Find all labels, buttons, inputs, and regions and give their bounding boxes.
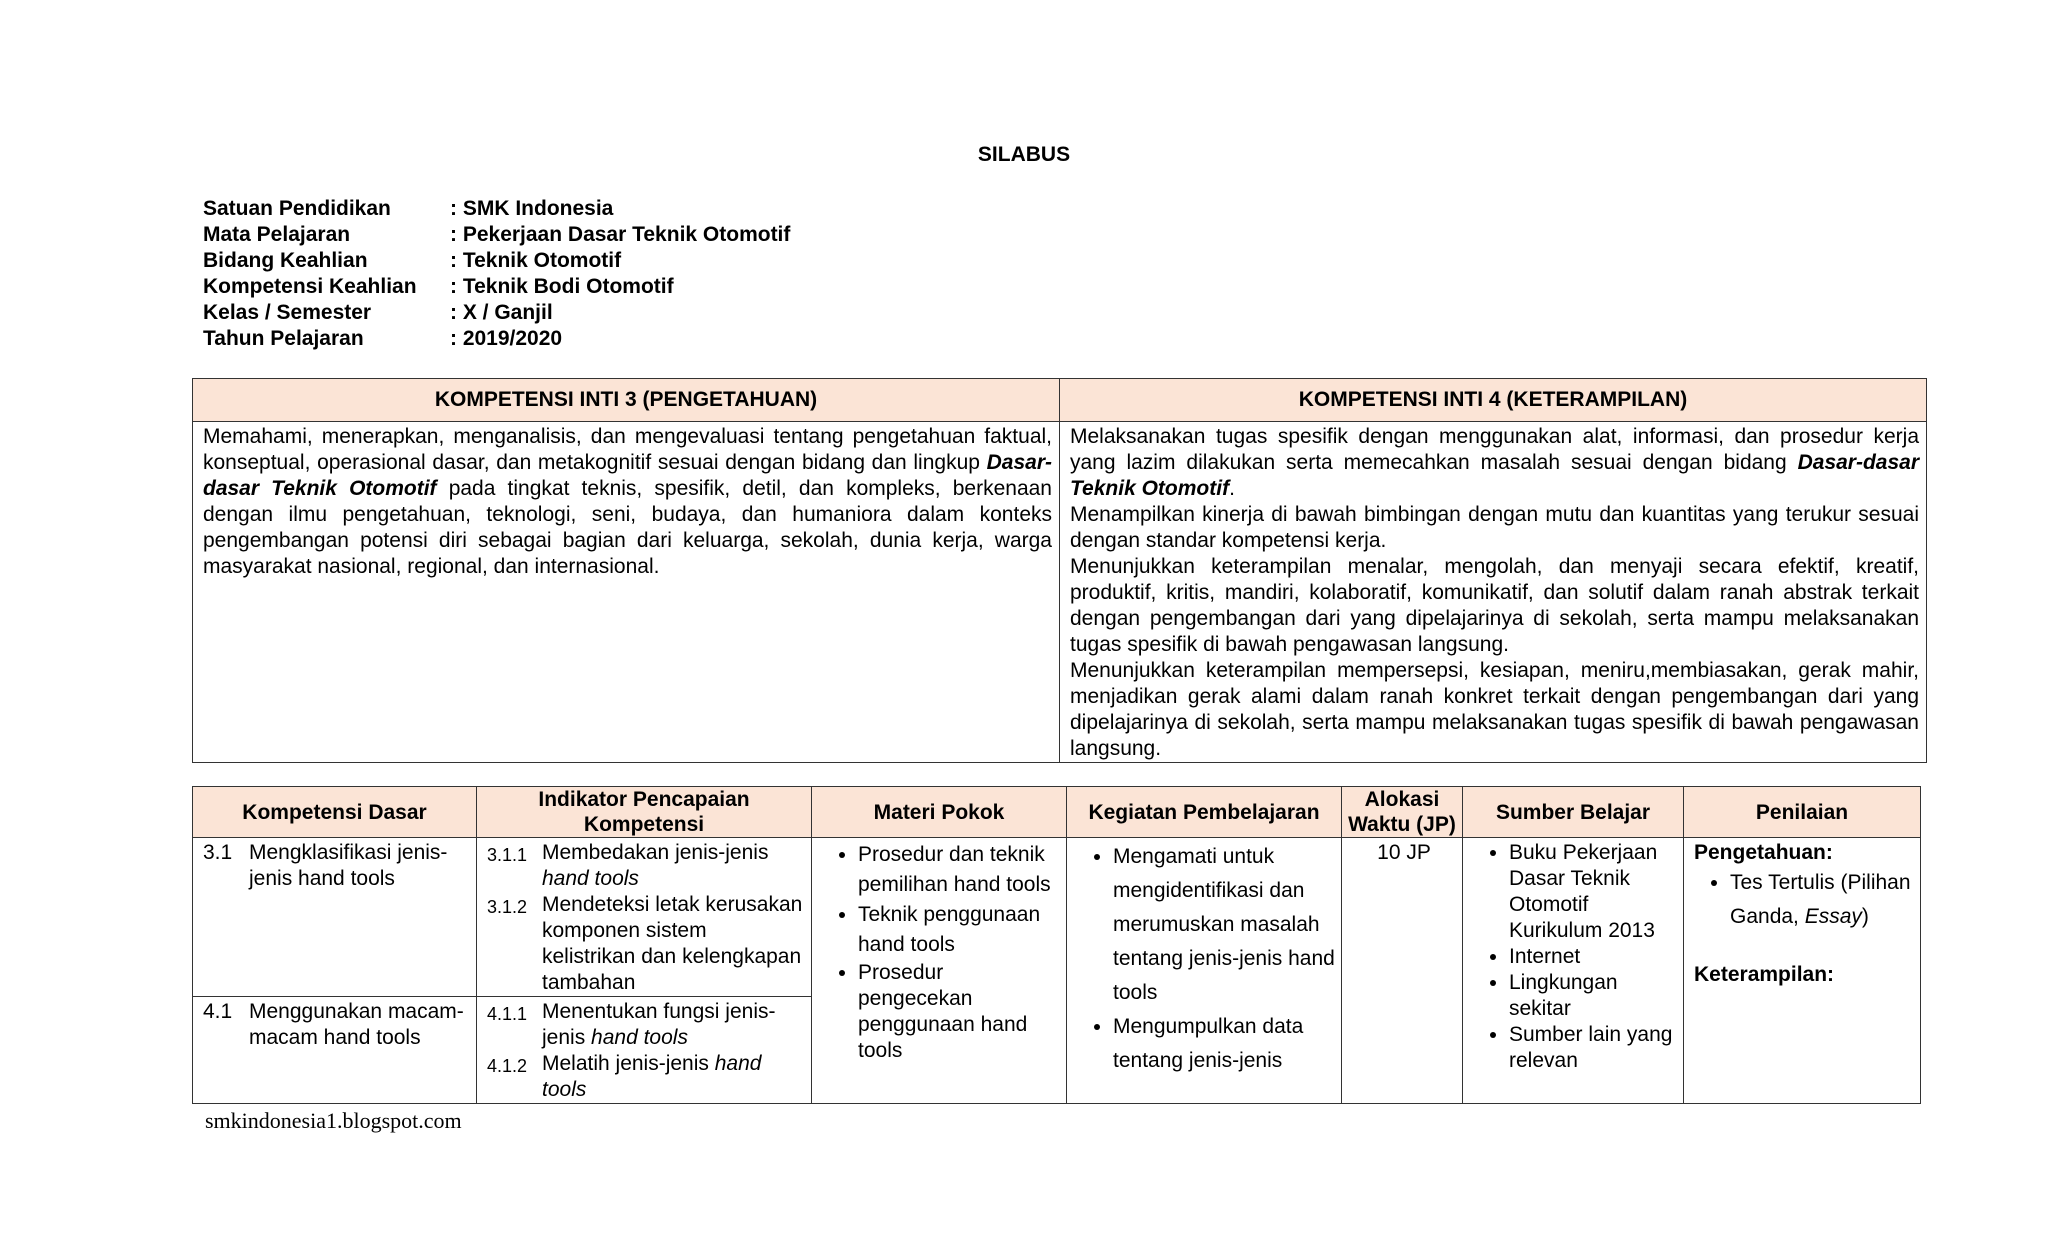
ind-number: 3.1.1	[487, 845, 528, 865]
info-value: : SMK Indonesia	[450, 197, 614, 220]
kompetensi-dasar-table	[192, 786, 1921, 1104]
ki4-emphasis: Dasar-dasar Teknik Otomotif	[1070, 451, 1919, 500]
kegiatan-header: Kegiatan Pembelajaran	[1067, 787, 1342, 838]
info-label: Kompetensi Keahlian	[203, 275, 417, 298]
info-row	[203, 196, 790, 222]
info-label: Satuan Pendidikan	[203, 197, 391, 220]
penilaian-cell	[1684, 838, 1921, 1104]
kegiatan-item: • Mengamati untuk mengidentifikasi dan merumuskan masalah tentang jenis-jenis hand tools	[1113, 840, 1335, 1010]
info-label: Tahun Pelajaran	[203, 327, 364, 350]
ind-text-italic: hand tools	[542, 867, 639, 890]
ind-text: Membedakan jenis-jenis	[542, 841, 769, 864]
info-row	[203, 300, 790, 326]
info-label: Bidang Keahlian	[203, 249, 368, 272]
ind-text-italic: hand tools	[542, 1052, 762, 1101]
ki4-header: KOMPETENSI INTI 4 (KETERAMPILAN)	[1060, 379, 1927, 422]
ki3-text: Memahami, menerapkan, menganalisis, dan mengevaluasi tentang pengetahuan faktual, konseptual, operasional dasar, dan metakognitif sesuai dengan bidang dan lingkup	[203, 425, 1052, 474]
ki3-text: pada tingkat teknis, spesifik, detil, dan kompleks, berkenaan dengan ilmu pengetahuan, teknologi, seni, budaya, dan humaniora dalam konteks pengembangan potensi diri sebagai bagian dari keluarga, sekolah, dunia kerja, warga masyarakat nasional, regional, dan internasional.	[203, 477, 1052, 578]
materi-item: • Prosedur pengecekan penggunaan hand tools	[858, 960, 1060, 1064]
ki4-cell	[1060, 422, 1927, 763]
kegiatan-cell	[1067, 838, 1342, 1104]
penilaian-text: Tes Tertulis (Pilihan Ganda,	[1730, 871, 1911, 928]
kegiatan-item: • Mengumpulkan data tentang jenis-jenis	[1113, 1010, 1335, 1078]
ki4-paragraph: Menampilkan kinerja di bawah bimbingan dengan mutu dan kuantitas yang terukur sesuai dengan standar kompetensi kerja.	[1070, 503, 1919, 552]
info-value: : Teknik Bodi Otomotif	[450, 275, 674, 298]
info-block	[203, 196, 790, 352]
materi-item: • Prosedur dan teknik pemilihan hand tools	[858, 840, 1060, 900]
kompetensi-inti-table	[192, 378, 1927, 763]
keterampilan-label: Keterampilan:	[1694, 963, 1835, 986]
indikator-header: Indikator Pencapaian Kompetensi	[477, 787, 812, 838]
alokasi-cell: 10 JP	[1342, 838, 1463, 1104]
ki3-header: KOMPETENSI INTI 3 (PENGETAHUAN)	[193, 379, 1060, 422]
kd-text: Mengklasifikasi jenis-jenis hand tools	[249, 841, 448, 890]
materi-item: • Teknik penggunaan hand tools	[858, 900, 1060, 960]
penilaian-header: Penilaian	[1684, 787, 1921, 838]
kd-cell	[193, 997, 477, 1104]
page-title: SILABUS	[977, 143, 1071, 166]
info-value: : Teknik Otomotif	[450, 249, 622, 272]
ind-text-italic: hand tools	[591, 1026, 688, 1049]
info-value: : 2019/2020	[450, 327, 563, 350]
info-value: : Pekerjaan Dasar Teknik Otomotif	[450, 223, 791, 246]
sumber-item: • Sumber lain yang relevan	[1509, 1022, 1677, 1074]
sumber-item: • Internet	[1509, 944, 1677, 970]
ki4-paragraph: Menunjukkan keterampilan mempersepsi, kesiapan, meniru,membiasakan, gerak mahir, menjadikan gerak alami dalam ranah konkret terkait dengan pengembangan dari yang dipelajarinya di sekolah, serta mampu melaksanakan tugas spesifik di bawah pengawasan langsung.	[1070, 659, 1919, 760]
info-row	[203, 222, 790, 248]
kd-cell	[193, 838, 477, 997]
info-row	[203, 274, 790, 300]
kd-header: Kompetensi Dasar	[193, 787, 477, 838]
penilaian-text-italic: Essay	[1804, 905, 1862, 928]
sumber-cell	[1463, 838, 1684, 1104]
indikator-cell	[477, 838, 812, 997]
ind-text: Melatih jenis-jenis	[542, 1052, 715, 1075]
ki4-text: Melaksanakan tugas spesifik dengan menggunakan alat, informasi, dan prosedur kerja yang lazim dilakukan serta memecahkan masalah sesuai dengan bidang	[1070, 425, 1919, 474]
footer-url: smkindonesia1.blogspot.com	[205, 1108, 462, 1133]
ki4-paragraph: Menunjukkan keterampilan menalar, mengolah, dan menyaji secara efektif, kreatif, produktif, kritis, mandiri, kolaboratif, komunikatif, dan solutif dalam ranah abstrak terkait dengan pengembangan dari yang dipelajarinya di sekolah, serta mampu melaksanakan tugas spesifik di bawah pengawasan langsung.	[1070, 555, 1919, 656]
ind-number: 3.1.2	[487, 897, 528, 917]
info-label: Kelas / Semester	[203, 301, 372, 324]
materi-cell	[812, 838, 1067, 1104]
ind-text: Menentukan fungsi jenis-jenis	[542, 1000, 776, 1049]
indikator-cell	[477, 997, 812, 1104]
penilaian-text: )	[1861, 905, 1869, 928]
penilaian-item	[1730, 866, 1914, 934]
sumber-header: Sumber Belajar	[1463, 787, 1684, 838]
kd-text: Menggunakan macam-macam hand tools	[249, 1000, 464, 1049]
sumber-item: • Buku Pekerjaan Dasar Teknik Otomotif Kurikulum 2013	[1509, 840, 1677, 944]
kd-number: 4.1	[203, 1000, 233, 1023]
ind-text: Mendeteksi letak kerusakan komponen sistem kelistrikan dan kelengkapan tambahan	[542, 893, 803, 994]
kd-number: 3.1	[203, 841, 233, 864]
ind-number: 4.1.2	[487, 1056, 528, 1076]
ki3-cell	[193, 422, 1060, 763]
info-row	[203, 326, 790, 352]
info-value: : X / Ganjil	[450, 301, 553, 324]
pengetahuan-label: Pengetahuan:	[1694, 841, 1833, 864]
alokasi-header: Alokasi Waktu (JP)	[1342, 787, 1463, 838]
materi-header: Materi Pokok	[812, 787, 1067, 838]
ki3-emphasis: Dasar-dasar Teknik Otomotif	[203, 451, 1052, 500]
info-row	[203, 248, 790, 274]
ind-number: 4.1.1	[487, 1004, 528, 1024]
sumber-item: • Lingkungan sekitar	[1509, 970, 1677, 1022]
info-label: Mata Pelajaran	[203, 223, 351, 246]
ki4-text: .	[1229, 477, 1235, 500]
